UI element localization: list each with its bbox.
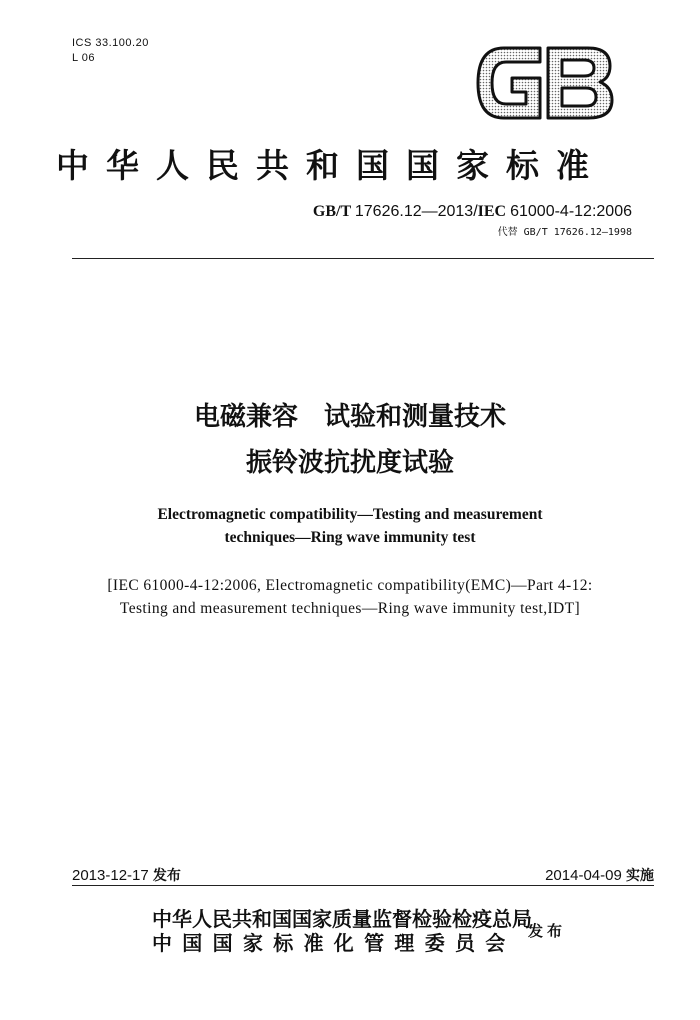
effective-date-label: 实施 <box>626 868 654 884</box>
iec-number-value: 61000-4-12:2006 <box>510 203 632 220</box>
effective-date-value: 2014-04-09 <box>545 867 622 884</box>
replaces-note: 代替 GB/T 17626.12—1998 <box>497 227 632 238</box>
ccs-code: L 06 <box>72 52 96 64</box>
standard-prefix: GB/T <box>312 203 351 220</box>
english-title-line2: techniques—Ring wave immunity test <box>224 529 476 546</box>
english-title <box>0 503 700 549</box>
gb-logo-icon <box>470 42 618 124</box>
issuer-line1: 中华人民共和国国家质量监督检验检疫总局 <box>152 907 532 931</box>
iec-reference-line2: Testing and measurement techniques—Ring wave immunity test,IDT] <box>119 600 581 617</box>
chinese-title-line1: 电磁兼容 试验和测量技术 <box>193 402 506 432</box>
issue-date <box>72 865 181 885</box>
ics-code: ICS 33.100.20 <box>72 37 149 49</box>
issuer-line2: 中国国家标准化管理委员会 <box>152 931 516 955</box>
bottom-divider <box>72 885 654 886</box>
issuing-authorities <box>152 907 532 955</box>
standard-number-block <box>313 203 632 238</box>
iec-reference <box>0 574 700 620</box>
issue-date-value: 2013-12-17 <box>72 867 149 884</box>
effective-date <box>545 865 654 885</box>
national-standard-title: 中华人民共和国国家标准 <box>56 146 606 185</box>
iec-prefix: IEC <box>477 203 507 220</box>
classification-codes <box>72 36 149 66</box>
issue-date-label: 发布 <box>152 868 181 884</box>
chinese-title-line2: 振铃波抗扰度试验 <box>245 448 454 478</box>
standard-number <box>313 203 632 221</box>
standard-number-value: 17626.12—2013/ <box>354 203 478 220</box>
publish-label: 发布 <box>528 922 567 940</box>
english-title-line1: Electromagnetic compatibility—Testing and measurement <box>157 506 543 523</box>
gb-standard-logo <box>470 42 618 124</box>
top-divider <box>72 258 654 259</box>
iec-reference-line1: [IEC 61000-4-12:2006, Electromagnetic compatibility(EMC)—Part 4-12: <box>107 577 593 594</box>
